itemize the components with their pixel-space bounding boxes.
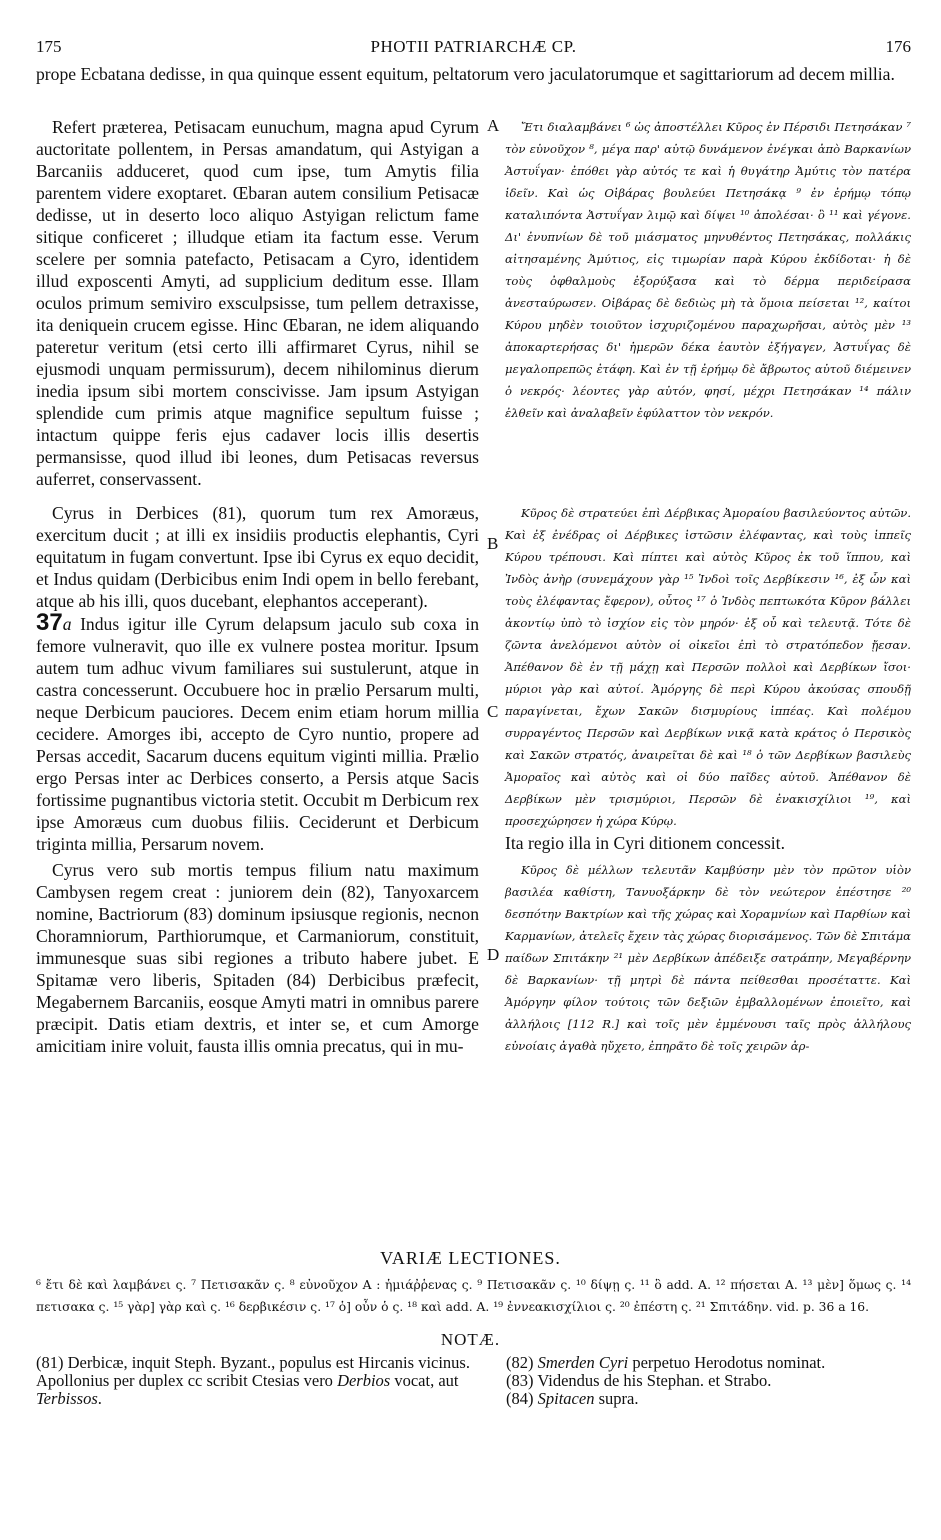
greek-paragraph: Κῦρος δὲ στρατεύει ἐπὶ Δέρβικας Ἀμοραίου βασιλεύοντος αὐτῶν. Καὶ ἐξ ἐνέδρας οἱ Δέρβικες ἰστῶσιν ἐλέφαντας, καὶ τοὺς ἱππεῖς Κύρου τρέπουσι. Καὶ πίπτει καὶ αὐτὸς Κῦρος ἐκ τοῦ ἵππου, καὶ Ἰνδὸς ἀνὴρ (συνεμάχουν γὰρ ¹⁵ Ἰνδοὶ τοῖς Δερβίκεσιν ¹⁶, ἐξ ὧν καὶ τοὺς ἐλέφαντας ἔφερον), οὗτος ¹⁷ ὁ Ἰνδὸς πεπτωκότα Κῦρον βάλλει ἀκοντίῳ ὑπὸ τὸ ἰσχίον εἰς τὸν μηρόν· ἐξ οὗ καὶ τελευτᾷ. Τότε δὲ ζῶντα ἀνελόμενοι αὐτὸν οἱ οἰκεῖοι ἐπὶ τὸ στρατόπεδον ᾔεσαν. Ἀπέθανον δὲ ἐν τῇ μάχῃ καὶ Περσῶν πολλοὶ καὶ Δερβίκων ἴσοι· μύριοι γὰρ καὶ αὐτοί. Ἀμόργης δὲ περὶ Κύρου ἀκούσας σπουδῇ παραγίνεται, ἔχων Σακῶν δισμυρίους ἱππέας. Καὶ πολέμου συρραγέντος Περσῶν καὶ Δερβίκων νικᾷ κατὰ κράτος ὁ Περσικὸς καὶ Σακῶν στρατός, ἀναιρεῖται δὲ καὶ ¹⁸ ὁ τῶν Δερβίκων βασιλεὺς Ἀμοραῖος καὶ αὐτὸς καὶ οἱ δύο παῖδες αὐτοῦ. Ἀπέθανον δὲ Δερβίκων μὲν τρισμύριοι, Περσῶν δὲ ἐνακισχίλιοι ¹⁹, καὶ προσεχώρησεν ἡ χώρα Κύρῳ. [505,506,911,828]
margin-marker: D [487,945,500,964]
notae-heading: NOTÆ. [440,1330,501,1349]
latin-paragraph: Cyrus vero sub mortis tempus filium natu maximum Cambysen regem creat : juniorem dein (82), Tanyoxarcem nomine, Bactriorum (83) dominum ipsiusque regionis, necnon Choramniorum, Parthiorumque, et Carmaniorum, constituit, immunesque suas sibi regiones a tributo habere jubet. E Spitamæ vero liberis, Spitaden (84) Derbicibus præfecit, Megabernem Barcaniis, eosque Amyti matri in omnibus parere præcipit. Datis etiam dextris, et inter se, et cum Amorge amicitiam inire voluit, fausta illis omnia precatus, qui in mu- [36,860,479,1056]
greek-column [505,116,911,490]
section-letter: a [62,614,72,634]
intro-paragraph: prope Ecbatana dedisse, in qua quinque essent equitum, peltatorum vero jaculatorumque et sagittariorum ad decem millia. [36,64,895,84]
note-84: (84) Spitacen supra. [506,1389,639,1408]
page-number-right: 176 [885,37,911,56]
latin-paragraph [36,502,479,855]
variae-lectiones-text: ⁶ ἔτι δὲ καὶ λαμβάνει ς. ⁷ Πετισακᾶν ς. ⁸ εὐνοῦχον A : ἡμιάῤῥενας ς. ⁹ Πετισακᾶν ς. ¹⁰ δίψῃ ς. ¹¹ ὃ add. A. ¹² πήσεται A. ¹³ μὲν] ὅμως ς. ¹⁴ πετισακα ς. ¹⁵ γὰρ] γὰρ καὶ ς. ¹⁶ δερβικέσιν ς. ¹⁷ ὁ] οὖν ὁ ς. ¹⁸ καὶ add. A. ¹⁹ ἐννεακισχίλιοι ς. ²⁰ ἐπέστη ς. ²¹ Σπιτάδην. vid. p. 36 a 16. [36,1278,911,1314]
variae-lectiones-heading: VARIÆ LECTIONES. [380,1248,561,1268]
notes [36,1354,911,1408]
latin-text: Indus igitur ille Cyrum delapsum jaculo sub coxa in femore vulneravit, quo ille ex vulnere postea moritur. Ipsum autem tum adhuc vivum familiares sui sustulerunt, atque in castra concesserunt. Occubuere hoc in prælio Persarum multi, neque Derbicum pauciores. Decem enim etiam horum millia cecidere. Amorges ibi, accepto de Cyro nuntio, propere ad Persas accedit, Sacarum ducens equitum viginti millia. Prælio ergo Persas inter ac Derbices conserto, a Persis atque Sacis fortissime pugnantibus victoria stetit. Occubit m Derbicum rex ipse Amoræus cum duobus filiis. Ceciderunt et Derbicum triginta millia, Persarum novem. [36,614,479,854]
section-number: 37 [36,609,63,636]
latin-tail: Ita regio illa in Cyri ditionem concessit. [505,833,785,853]
latin-column [36,502,479,855]
margin-marker: C [487,702,499,721]
latin-text: Cyrus in Derbices (81), quorum tum rex Amoræus, exercitum ducit ; at illi ex insidiis productis elephantis, Cyri equitatum in fugam convertunt. Ipse ibi Cyrus ex equo decidit, et Indus quidam (Derbicibus enim Indi opem in bello ferebant, atque ab his illi, quos ducebant, elephantos acceperant). [36,503,479,611]
greek-paragraph: Κῦρος δὲ μέλλων τελευτᾶν Καμβύσην μὲν τὸν πρῶτον υἱὸν βασιλέα καθίστη, Τανυοξάρκην δὲ τὸν νεώτερον ἐπέστησε ²⁰ δεσπότην Βακτρίων καὶ τῆς χώρας καὶ Χοραμνίων καὶ Παρθίων καὶ Καρμανίων, ἀτελεῖς ἔχειν τὰς χώρας διορισάμενος. Τῶν δὲ Σπιτάμα παίδων Σπιτάκην ²¹ μὲν Δερβίκων ἀπέδειξε σατράπην, Μεγαβέρνην δὲ Βαρκανίων· τῇ μητρὶ δὲ πάντα πείθεσθαι προσέταττε. Καὶ Ἀμόργην φίλον τούτοις τῶν δεξιῶν ἐμβαλλομένων ἐποιεῖτο, καὶ ἀλλήλοις [112 R.] καὶ τοῖς μὲν ἐμμένουσι ταῖς πρὸς ἀλλήλους εὐνοίαις ἀγαθὰ ηὔχετο, ἐπηρᾶτο δὲ τοῖς χειρῶν ἀρ- [505,863,911,1053]
margin-marker: A [487,116,500,135]
greek-paragraph: Ἔτι διαλαμβάνει ⁶ ὡς ἀποστέλλει Κῦρος ἐν Πέρσιδι Πετησάκαν ⁷ τὸν εὐνοῦχον ⁸, μέγα παρ' αὐτῷ δυνάμενον ἐνέγκαι ἀπὸ Βαρκανίων Ἀστυΐγαν· ἐπόθει γὰρ αὐτός τε καὶ ἡ θυγάτηρ Ἀμύτις τὸν πατέρα ἰδεῖν. Καὶ ὡς Οἰβάρας βουλεύει Πετησάκᾳ ⁹ ἐν ἐρήμῳ τόπῳ καταλιπόντα Ἀστυΐγαν λιμῷ καὶ δίψει ¹⁰ ἀπολέσαι· ὃ ¹¹ καὶ γέγονε. Δι' ἐνυπνίων δὲ τοῦ μιάσματος μηνυθέντος Πετησάκας, πολλάκις αἰτησαμένης Ἀμύτιος, εἰς τιμωρίαν παρὰ Κύρου ἐκδίδοται· ἡ δὲ τοὺς ὀφθαλμοὺς ἐξορύξασα καὶ τὸ δέρμα περιδείρασα ἀνεσταύρωσεν. Οἰβάρας δὲ δεδιὼς μὴ τὰ ὅμοια πείσεται ¹², καίτοι Κύρου μηδὲν τοιοῦτον ἰσχυριζομένου παραχωρῆσαι, αὐτὸς μὲν ¹³ ἀποκαρτερήσας δι' ἡμερῶν δέκα ἑαυτὸν ἐξήγαγεν, Ἀστυΐγας δὲ μεγαλοπρεπῶς ἐτάφη. Καὶ ἐν τῇ ἐρήμῳ δὲ ἄβρωτος αὐτοῦ διέμεινεν ὁ νεκρός· λέοντες γὰρ αὐτόν, φησί, μέχρι Πετησάκαν ¹⁴ πάλιν ἐλθεῖν καὶ ἀναλαβεῖν ἐφύλαττον τὸν νεκρόν. [505,120,911,420]
notes-left [36,1354,506,1408]
running-title: PHOTII PATRIARCHÆ CP. [370,37,577,56]
section-b [36,502,911,855]
latin-paragraph: Refert præterea, Petisacam eunuchum, magna apud Cyrum auctoritate pollentem, in Persas amandatum, qui Astyigan a Barcaniis adduceret, quod cum ipse, tum Amytis filia parentem videre exoptaret. Œbaran autem consilium Petisacæ dedisse, ut in deserto loco aliquo Astyigan relictum fame sitique conficeret ; illudque etiam ita factum esse. Verum scelere per somnia patefacto, Petisacam a Cyro, identidem illud exposcenti Amyti, ad supplicium deditum esse. Illam oculos primum semiviro exsculpsisse, tum pellem detraxisse, ita deniquein crucem egisse. Hinc Œbaran, ne idem aliquando pateretur veritum (etsi certo illi affirmaret Cyrus, nihil se ejusmodi unquam permissurum), decem nihilominus dierum inedia ipsum sibi mortem conscivisse. Jam ipsum Astyigan splendide cum primis atque magnifice sepultum fuisse ; intactum quippe feris ejus cadaver locis illis desertis permansisse, quod illud ibi leones, dum Petisacas reversus auferret, conservassent. [36,117,479,489]
page-number-left: 175 [36,37,62,56]
margin-column [479,502,505,855]
greek-column [505,859,911,1057]
note-82: (82) Smerden Cyri perpetuo Herodotus nominat. [506,1353,826,1372]
greek-column [505,502,911,855]
section-d [36,859,911,1057]
margin-column [479,116,505,553]
spacer [36,490,911,502]
margin-marker: B [487,534,499,553]
note-81: (81) Derbicæ, inquit Steph. Byzant., populus est Hircanis vicinus. Apollonius per duplex cc scribit Ctesias vero Derbios vocat, aut Terbissos. [36,1353,470,1408]
section-a [36,116,911,553]
page-header [36,34,911,60]
latin-column [36,116,479,490]
notes-right [506,1354,911,1408]
parallel-columns [36,116,911,1057]
margin-column [479,859,505,1057]
note-83: (83) Videndus de his Stephan. et Strabo. [506,1371,772,1390]
latin-column [36,859,479,1057]
